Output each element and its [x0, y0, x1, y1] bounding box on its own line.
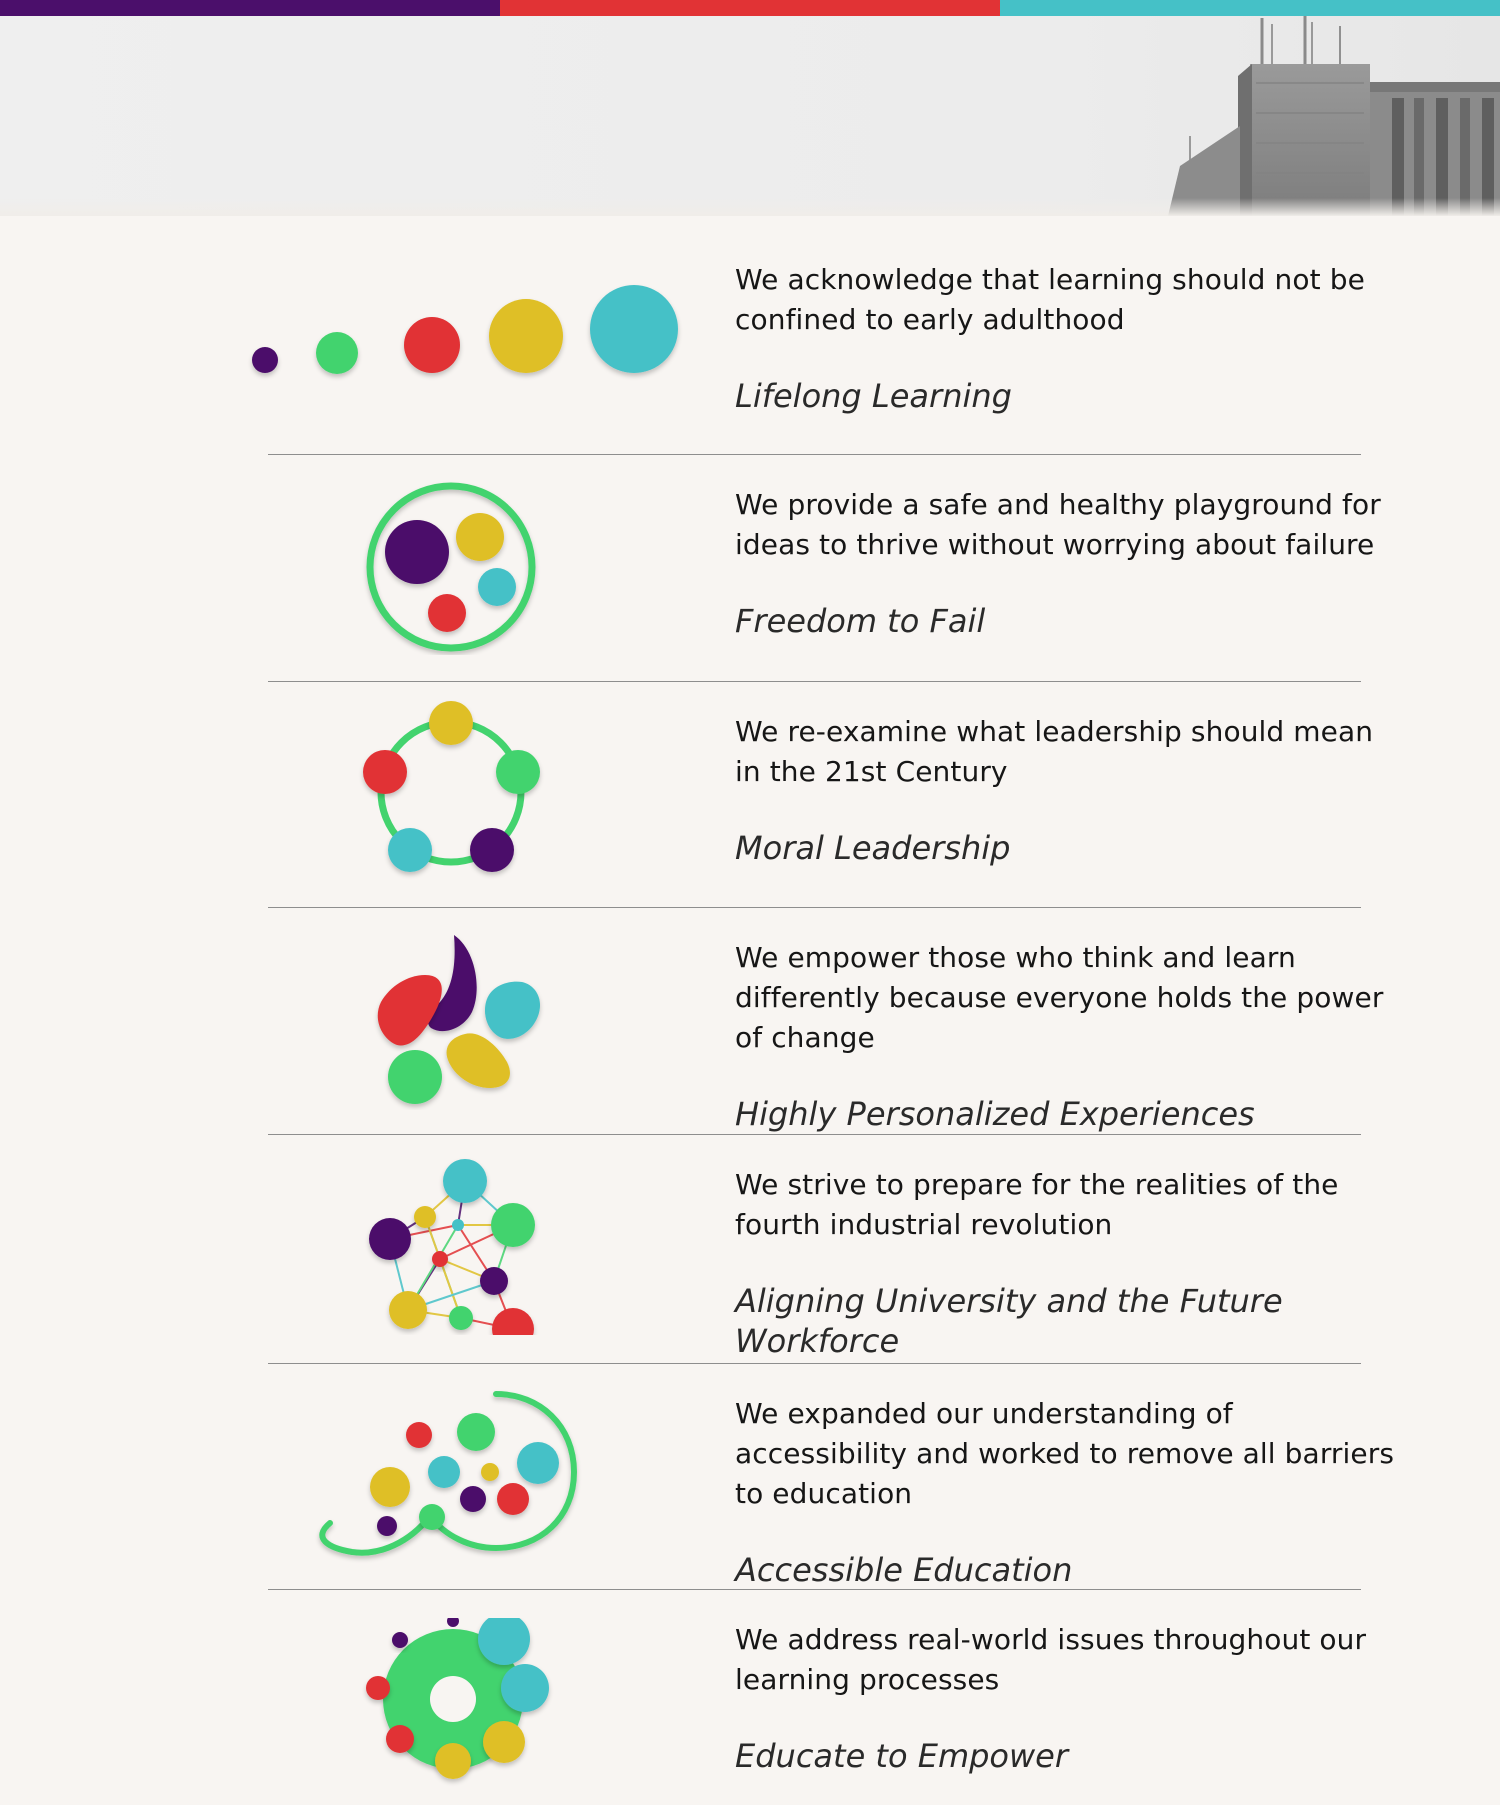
principle-statement: We strive to prepare for the realities of the fourth industrial revolution	[735, 1168, 1339, 1241]
principle-statement: We address real-world issues throughout our learning processes	[735, 1623, 1367, 1696]
principle-text	[735, 938, 1395, 1134]
principle-text	[735, 712, 1395, 868]
principle-statement: We re-examine what leadership should mean in the 21st Century	[735, 715, 1374, 788]
gear-donut-icon	[240, 1618, 700, 1798]
row-divider	[268, 681, 1361, 682]
row-divider	[268, 907, 1361, 908]
principle-title: Accessible Education	[735, 1551, 1073, 1589]
pentagon-ring-icon	[240, 700, 700, 880]
brand-bar-purple	[0, 0, 500, 16]
network-graph-icon	[240, 1155, 700, 1335]
principle-statement: We expanded our understanding of accessibility and worked to remove all barriers to education	[735, 1397, 1395, 1510]
principle-title: Moral Leadership	[735, 829, 1011, 867]
principle-title: Freedom to Fail	[735, 602, 986, 640]
principle-text	[735, 485, 1395, 641]
brand-bar-teal	[1000, 0, 1500, 16]
open-circle-dots-icon	[240, 1384, 700, 1564]
row-divider	[268, 1134, 1361, 1135]
principle-text	[735, 1620, 1395, 1776]
petal-blobs-icon	[240, 930, 700, 1110]
principle-statement: We empower those who think and learn differently because everyone holds the power of change	[735, 941, 1384, 1054]
principle-text	[735, 260, 1395, 416]
building-photo	[0, 16, 1500, 216]
brand-bar-red	[500, 0, 1000, 16]
growing-dots-icon	[240, 256, 700, 396]
row-divider	[268, 1363, 1361, 1364]
principle-statement: We acknowledge that learning should not be confined to early adulthood	[735, 263, 1365, 336]
row-divider	[268, 1589, 1361, 1590]
circle-playground-icon	[240, 475, 700, 655]
principle-title: Lifelong Learning	[735, 377, 1012, 415]
row-divider	[268, 454, 1361, 455]
principle-title: Educate to Empower	[735, 1737, 1069, 1775]
principle-text	[735, 1394, 1395, 1590]
principle-statement: We provide a safe and healthy playground for ideas to thrive without worrying about failure	[735, 488, 1381, 561]
principle-title: Highly Personalized Experiences	[735, 1095, 1255, 1133]
hero-banner	[0, 16, 1500, 216]
brand-color-bar	[0, 0, 1500, 16]
principle-title: Aligning University and the Future Workforce	[735, 1282, 1283, 1360]
principle-text	[735, 1165, 1395, 1361]
